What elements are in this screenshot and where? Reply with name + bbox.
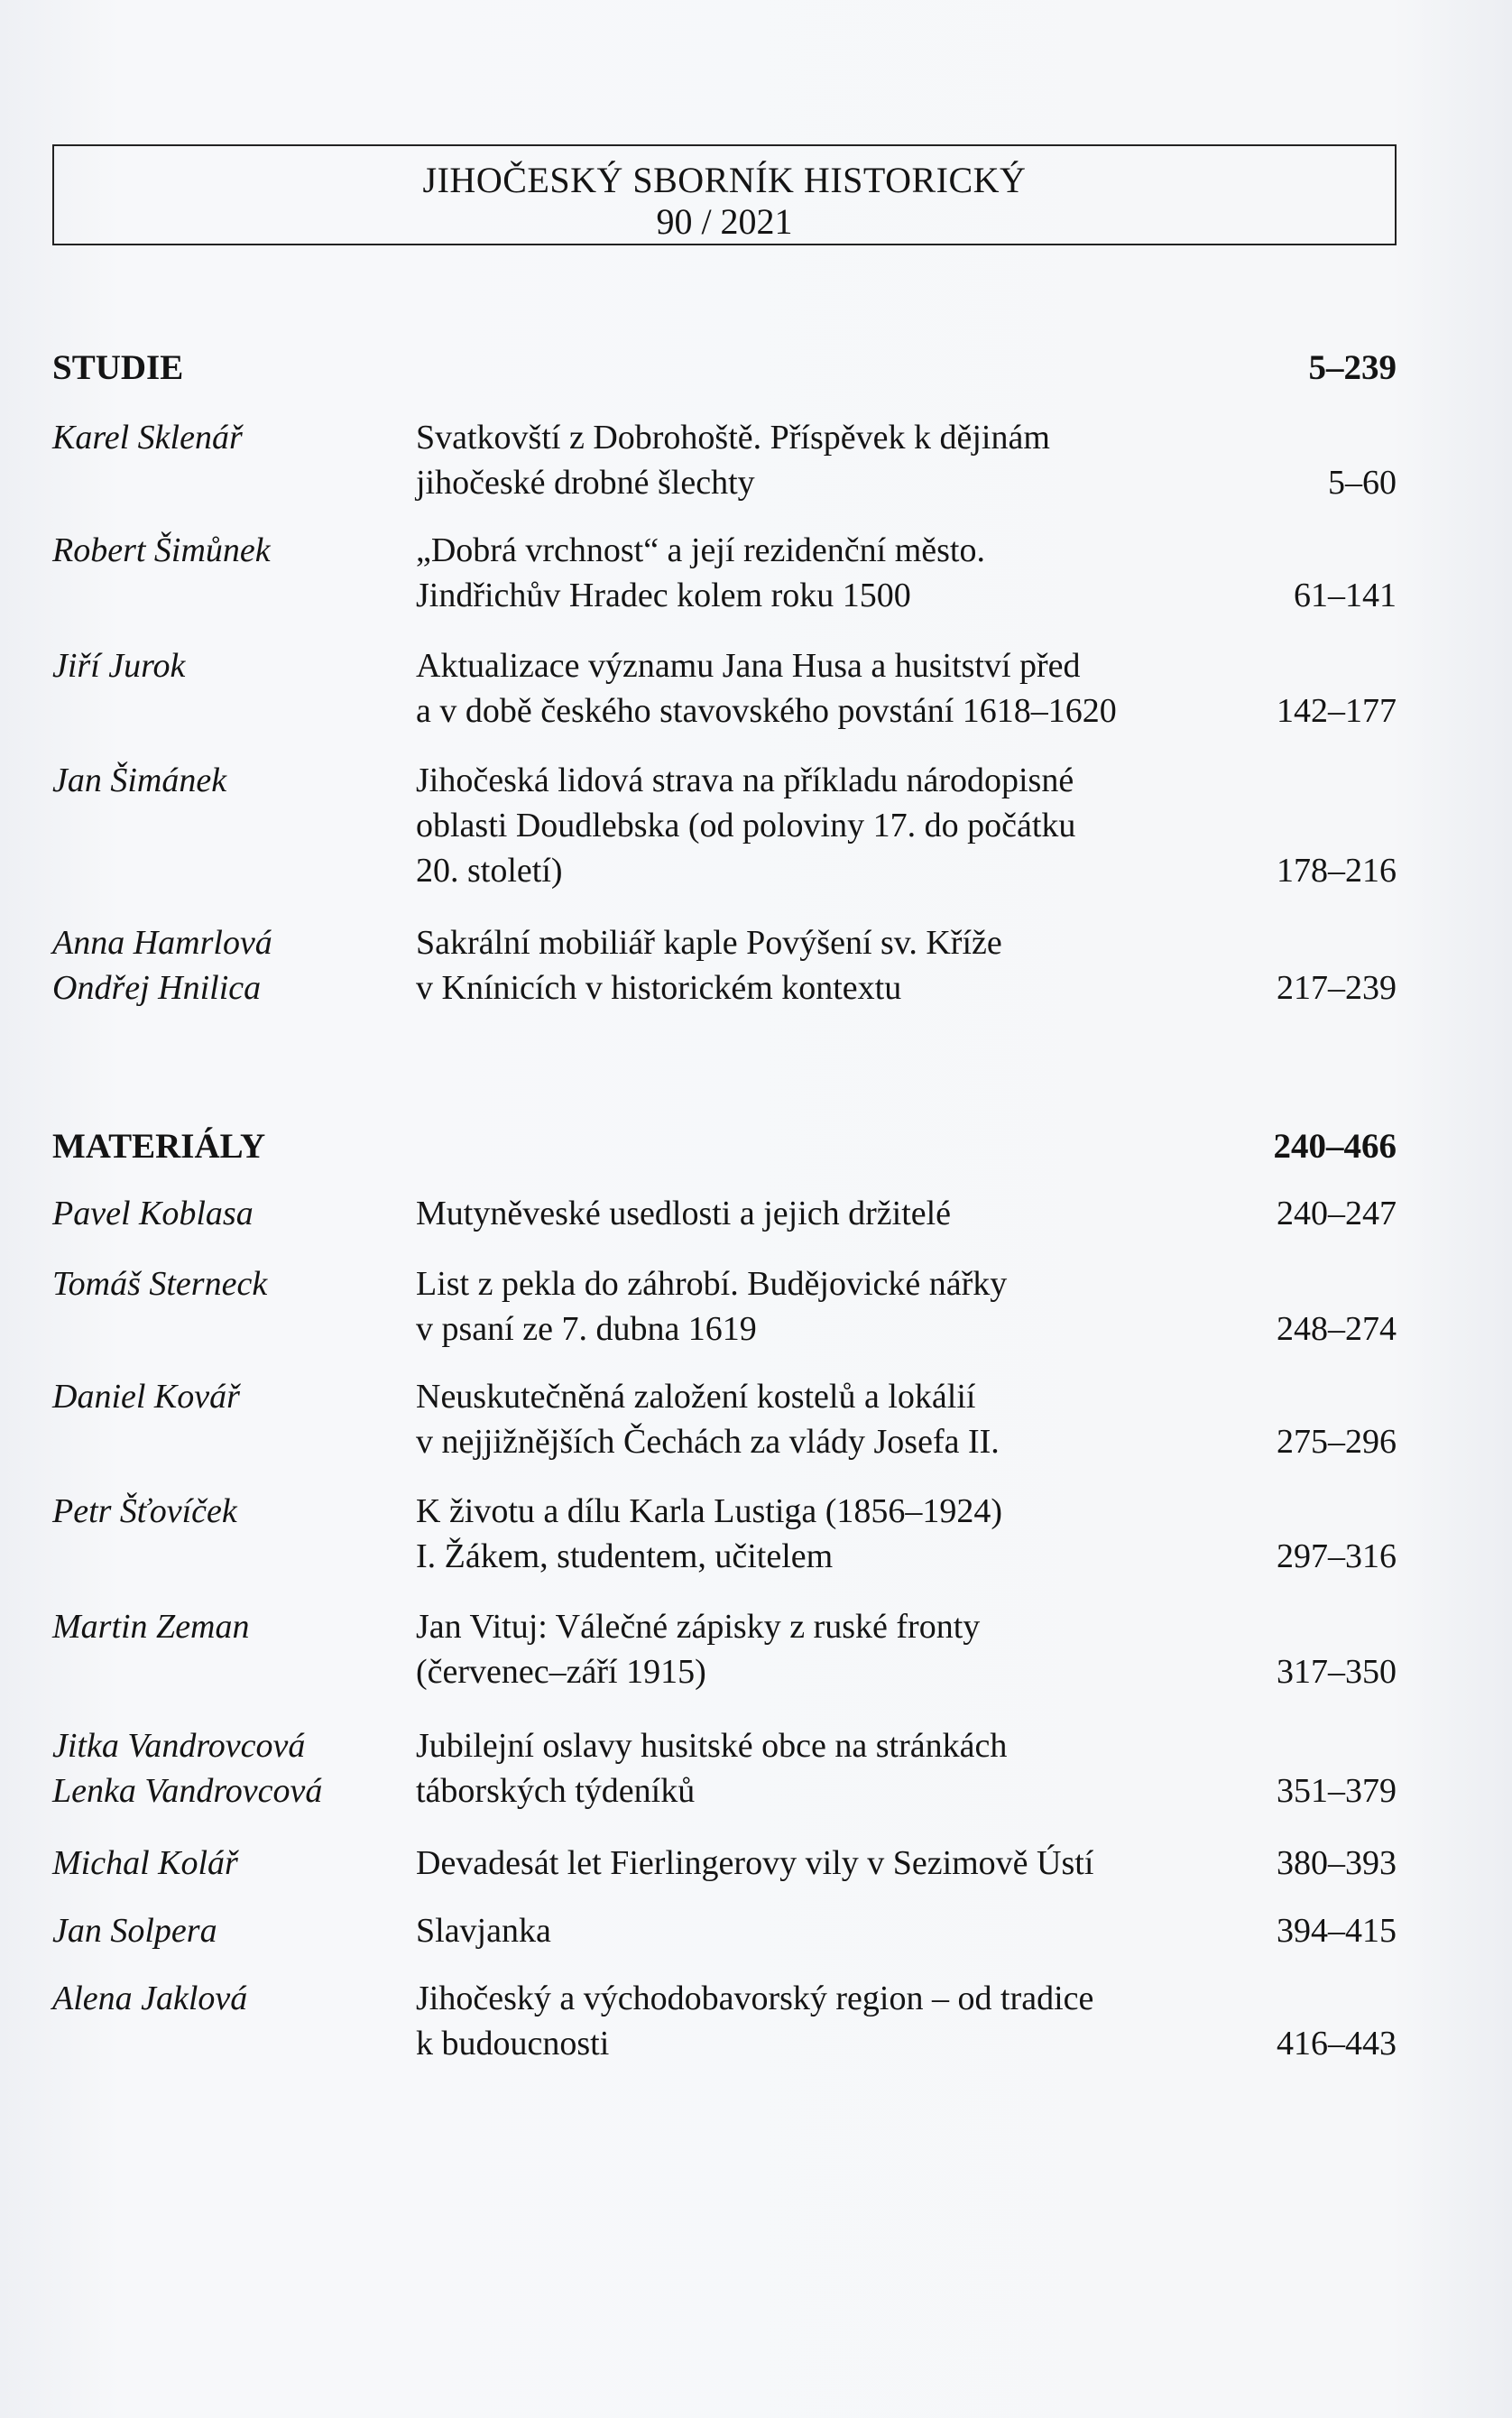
entry-author: Alena Jaklová: [52, 1980, 248, 2017]
entry-author: Lenka Vandrovcová: [52, 1772, 323, 1810]
entry-authors: [52, 758, 404, 803]
entry-title-line: Jan Vituj: Válečné zápisky z ruské fronty: [416, 1608, 981, 1646]
entry-title-line: Aktualizace významu Jana Husa a husitství před: [416, 647, 1081, 685]
entry-title: [416, 1723, 1246, 1814]
entry-title-line: „Dobrá vrchnost“ a její rezidenční město.: [416, 531, 985, 569]
entry-title: [416, 920, 1246, 1011]
entry-title-line: k budoucnosti: [416, 2025, 610, 2063]
entry-authors: [52, 920, 404, 1011]
entry-authors: [52, 415, 404, 460]
section-title: STUDIE: [52, 348, 184, 387]
section-pages: 240–466: [1273, 1127, 1397, 1166]
entry-pages: 297–316: [1277, 1537, 1397, 1575]
entry-authors: [52, 1841, 404, 1886]
entry-authors: [52, 1374, 404, 1419]
entry-pages: 394–415: [1277, 1912, 1397, 1950]
entry-title-line: v nejjižnějších Čechách za vlády Josefa II.: [416, 1423, 1000, 1461]
entry-pages: 61–141: [1294, 577, 1397, 614]
entry-title: [416, 1604, 1246, 1694]
entry-pages: 142–177: [1277, 692, 1397, 730]
entry-title-line: I. Žákem, studentem, učitelem: [416, 1537, 834, 1575]
entry-title: [416, 643, 1246, 734]
entry-author: Pavel Koblasa: [52, 1195, 254, 1232]
entry-pages: 178–216: [1277, 852, 1397, 890]
entry-pages: 317–350: [1277, 1653, 1397, 1691]
entry-title-line: Mutyněveské usedlosti a jejich držitelé: [416, 1195, 952, 1232]
entry-author: Petr Šťovíček: [52, 1492, 237, 1530]
entry-authors: [52, 643, 404, 688]
entry-title-line: v Knínicích v historickém kontextu: [416, 969, 902, 1007]
entry-author: Jan Šimánek: [52, 761, 227, 799]
entry-title-line: (červenec–září 1915): [416, 1653, 706, 1691]
entry-title-line: táborských týdeníků: [416, 1772, 696, 1810]
entry-title-line: K životu a dílu Karla Lustiga (1856–1924): [416, 1492, 1003, 1530]
entry-title-line: List z pekla do záhrobí. Budějovické nářky: [416, 1265, 1008, 1303]
entry-title-line: Jindřichův Hradec kolem roku 1500: [416, 577, 911, 614]
entry-title-line: Devadesát let Fierlingerovy vily v Sezimově Ústí: [416, 1844, 1094, 1882]
section-pages: 5–239: [1308, 348, 1397, 387]
entry-pages: 5–60: [1328, 464, 1397, 502]
entry-author: Jitka Vandrovcová: [52, 1727, 306, 1765]
entry-title-line: 20. století): [416, 852, 563, 890]
journal-issue: 90 / 2021: [656, 201, 793, 242]
entry-authors: [52, 528, 404, 573]
entry-title: [416, 1374, 1246, 1464]
entry-authors: [52, 1908, 404, 1953]
entry-title: [416, 1191, 1246, 1236]
entry-authors: [52, 1723, 404, 1814]
entry-title-line: oblasti Doudlebska (od poloviny 17. do počátku: [416, 807, 1076, 844]
entry-author: Jan Solpera: [52, 1912, 217, 1950]
entry-pages: 240–247: [1277, 1195, 1397, 1232]
entry-author: Anna Hamrlová: [52, 924, 272, 962]
entry-title-line: Sakrální mobiliář kaple Povýšení sv. Kříže: [416, 924, 1002, 962]
entry-title-line: Slavjanka: [416, 1912, 551, 1950]
journal-title: JIHOČESKÝ SBORNÍK HISTORICKÝ: [422, 160, 1027, 200]
section-title: MATERIÁLY: [52, 1127, 266, 1166]
entry-authors: [52, 1604, 404, 1649]
entry-title-line: Jihočeský a východobavorský region – od tradice: [416, 1980, 1094, 2017]
entry-author: Robert Šimůnek: [52, 531, 271, 569]
entry-author: Jiří Jurok: [52, 647, 186, 685]
entry-title-line: Jubilejní oslavy husitské obce na stránkách: [416, 1727, 1008, 1765]
entry-author: Martin Zeman: [52, 1608, 250, 1646]
entry-title: [416, 1261, 1246, 1352]
entry-title: [416, 1841, 1246, 1886]
entry-title: [416, 528, 1246, 618]
entry-pages: 217–239: [1277, 969, 1397, 1007]
entry-pages: 275–296: [1277, 1423, 1397, 1461]
entry-title-line: Neuskutečněná založení kostelů a lokálií: [416, 1378, 976, 1416]
entry-authors: [52, 1191, 404, 1236]
entry-author: Daniel Kovář: [52, 1378, 240, 1416]
entry-title: [416, 758, 1246, 893]
entry-authors: [52, 1489, 404, 1534]
entry-author: Ondřej Hnilica: [52, 969, 262, 1007]
entry-pages: 351–379: [1277, 1772, 1397, 1810]
entry-title: [416, 1908, 1246, 1953]
entry-title: [416, 415, 1246, 505]
entry-title-line: jihočeské drobné šlechty: [416, 464, 755, 502]
entry-authors: [52, 1976, 404, 2021]
entry-title-line: a v době českého stavovského povstání 1618–1620: [416, 692, 1117, 730]
entry-pages: 380–393: [1277, 1844, 1397, 1882]
entry-title-line: Svatkovští z Dobrohoště. Příspěvek k dějinám: [416, 419, 1050, 457]
entry-author: Tomáš Sterneck: [52, 1265, 268, 1303]
entry-title: [416, 1976, 1246, 2066]
entry-authors: [52, 1261, 404, 1306]
entry-author: Karel Sklenář: [52, 419, 243, 457]
entry-title: [416, 1489, 1246, 1579]
entry-pages: 248–274: [1277, 1310, 1397, 1348]
entry-pages: 416–443: [1277, 2025, 1397, 2063]
entry-title-line: Jihočeská lidová strava na příkladu národopisné: [416, 761, 1074, 799]
journal-header: [52, 144, 1397, 245]
entry-author: Michal Kolář: [52, 1844, 238, 1882]
entry-title-line: v psaní ze 7. dubna 1619: [416, 1310, 757, 1348]
